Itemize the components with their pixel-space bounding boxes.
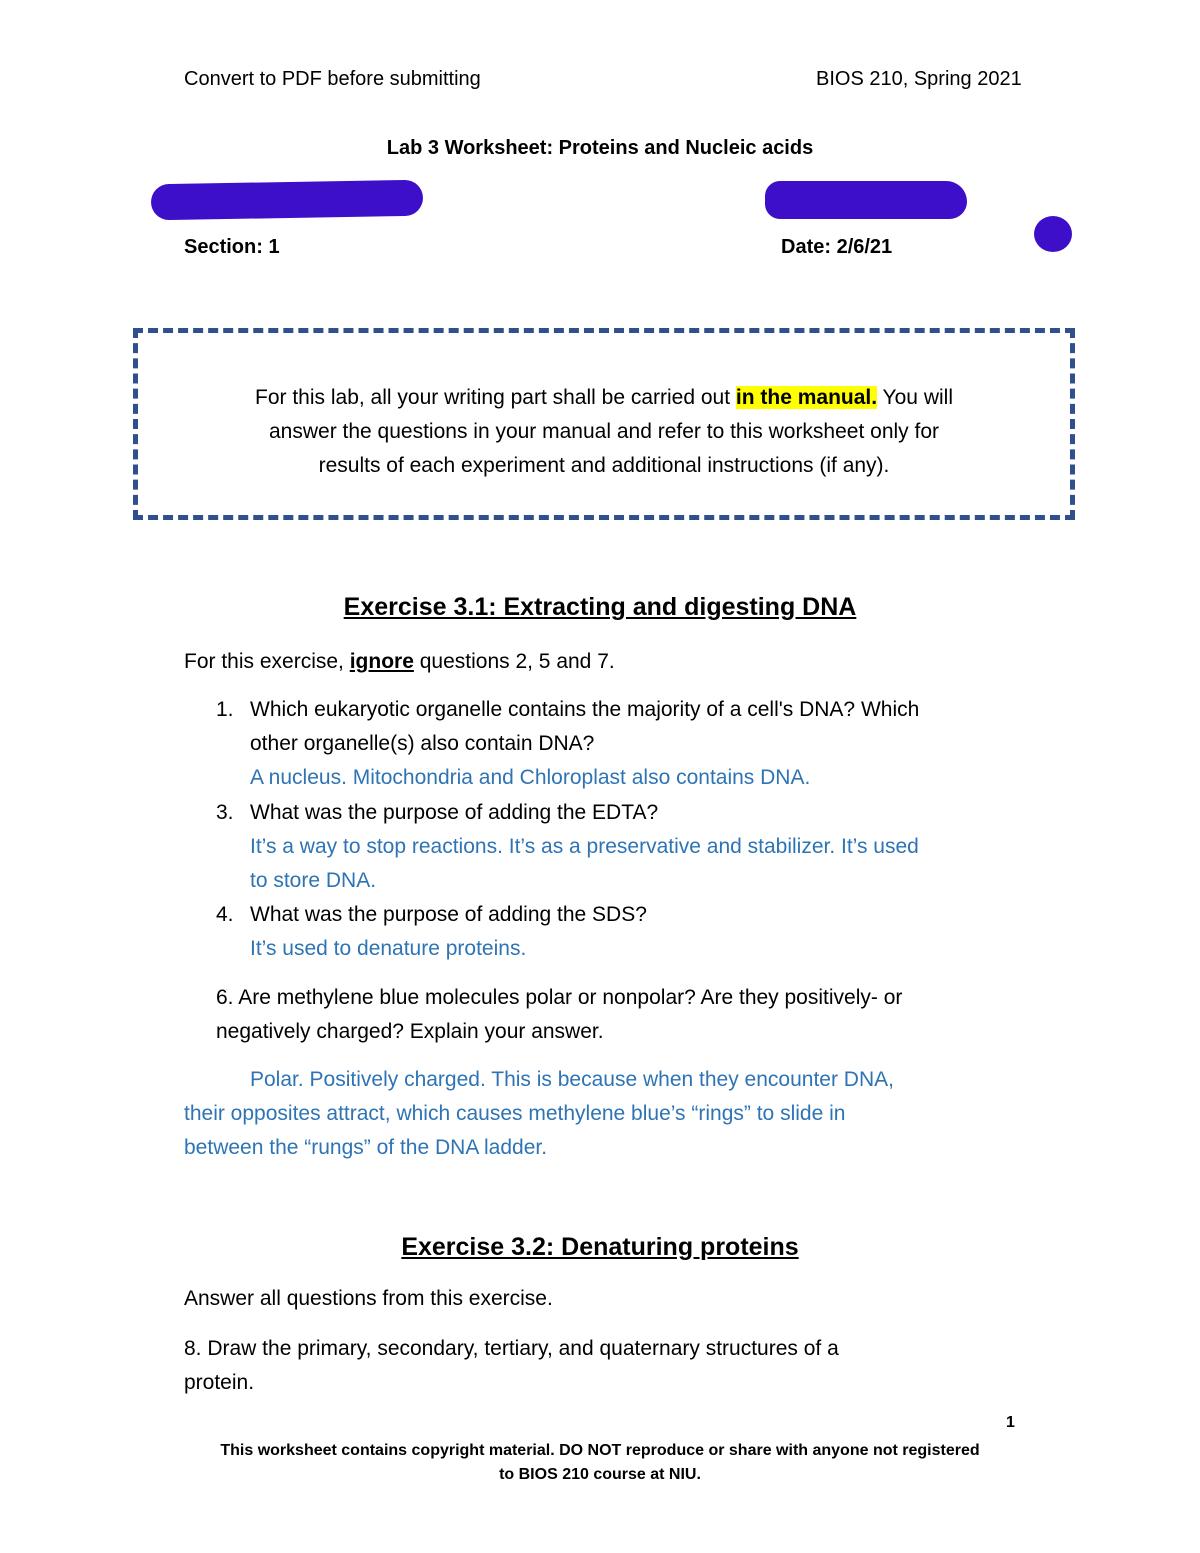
- notice-line-1-start: For this lab, all your writing part shall be carried out: [255, 386, 736, 409]
- answer-4: It’s used to denature proteins.: [250, 937, 527, 960]
- worksheet-title: Lab 3 Worksheet: Proteins and Nucleic acids: [386, 137, 814, 159]
- answer-6: [184, 1063, 894, 1165]
- exercise-3-2-title: Exercise 3.2: Denaturing proteins: [401, 1233, 799, 1261]
- footer-copyright: [0, 1439, 1200, 1487]
- question-1: [250, 693, 919, 795]
- notice-line-3: results of each experiment and additional instructions (if any).: [318, 454, 890, 477]
- question-3-number: 3.: [216, 801, 234, 824]
- question-4-number: 4.: [216, 903, 234, 926]
- notice-highlight: in the manual.: [735, 386, 878, 409]
- notice-line-1-end: You will: [877, 386, 953, 409]
- question-6-line-2: negatively charged? Explain your answer.: [216, 1020, 604, 1043]
- question-6-line-1: 6. Are methylene blue molecules polar or nonpolar? Are they positively- or: [216, 986, 903, 1009]
- question-3-text: What was the purpose of adding the EDTA?: [250, 801, 659, 824]
- question-8-line-2: protein.: [184, 1371, 255, 1394]
- header-right: BIOS 210, Spring 2021: [816, 68, 1022, 90]
- intro-end: questions 2, 5 and 7.: [413, 650, 615, 673]
- intro-ignore: ignore: [349, 650, 414, 673]
- answer-1: A nucleus. Mitochondria and Chloroplast also contains DNA.: [250, 766, 811, 789]
- answer-6-line-2: their opposites attract, which causes methylene blue’s “rings” to slide in: [184, 1102, 846, 1125]
- notice-line-1: [138, 381, 1070, 415]
- question-6: [216, 981, 902, 1049]
- answer-3-line-2: to store DNA.: [250, 869, 377, 892]
- question-3: [250, 796, 919, 898]
- question-4-text: What was the purpose of adding the SDS?: [250, 903, 647, 926]
- exercise-3-1-title: Exercise 3.1: Extracting and digesting DNA: [343, 593, 857, 621]
- question-1-number: 1.: [216, 698, 234, 721]
- question-4: [250, 898, 647, 966]
- question-8: [184, 1332, 839, 1400]
- instructions-notice: [133, 328, 1075, 520]
- notice-text: [138, 381, 1070, 483]
- footer-line-1: This worksheet contains copyright material. DO NOT reproduce or share with anyone not registered: [220, 1442, 980, 1459]
- answer-3-line-1: It’s a way to stop reactions. It’s as a preservative and stabilizer. It’s used: [250, 835, 919, 858]
- section-label: Section: 1: [184, 236, 280, 258]
- date-label: Date: 2/6/21: [781, 236, 893, 258]
- question-1-line-2: other organelle(s) also contain DNA?: [250, 732, 595, 755]
- page-number: 1: [1006, 1414, 1015, 1431]
- question-8-line-1: 8. Draw the primary, secondary, tertiary, and quaternary structures of a: [184, 1337, 839, 1360]
- answer-6-line-1: Polar. Positively charged. This is because when they encounter DNA,: [250, 1068, 894, 1091]
- notice-line-2: answer the questions in your manual and refer to this worksheet only for: [268, 420, 940, 443]
- redaction-mark-dot: [1034, 216, 1072, 252]
- header-left: Convert to PDF before submitting: [184, 68, 481, 90]
- footer-line-2: to BIOS 210 course at NIU.: [499, 1466, 701, 1483]
- intro-start: For this exercise,: [184, 650, 350, 673]
- exercise-3-2-intro: Answer all questions from this exercise.: [184, 1287, 553, 1310]
- answer-6-line-3: between the “rungs” of the DNA ladder.: [184, 1136, 548, 1159]
- exercise-3-1-intro: [184, 645, 615, 679]
- redaction-mark-name: [151, 180, 424, 221]
- question-1-line-1: Which eukaryotic organelle contains the majority of a cell's DNA? Which: [250, 698, 920, 721]
- redaction-mark-id: [765, 181, 967, 219]
